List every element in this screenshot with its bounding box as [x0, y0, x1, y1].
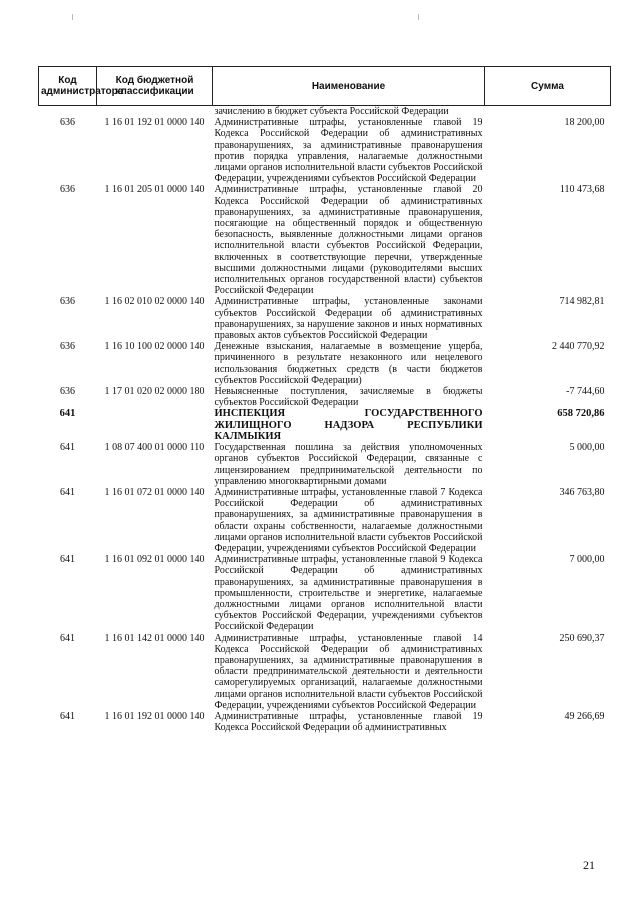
table-row	[39, 117, 611, 184]
sum-cell: 346 763,80	[559, 486, 605, 498]
table-row	[39, 408, 611, 442]
budget-code-cell: 1 08 07 400 01 0000 110	[104, 442, 205, 454]
name-cell: Административные штрафы, установленные главой 7 Кодекса Российской Федерации об административных правонарушениях, за административные правонарушения в области охраны собственности, налагаемые должностными лицами органов исполнительной власти субъектов Российской Федерации, учреждениями субъектов Российской Федерации	[214, 486, 483, 554]
name-cell: Административные штрафы, установленные главой 20 Кодекса Российской Федерации об административных правонарушениях, за административные правонарушения, посягающие на общественный порядок и общественную безопасность, выявленные должностными лицами органов исполнительной власти субъектов Российской Федерации, включенных в соответствующие перечни, утвержденные высшими должностными лицами (руководителями высших исполнительных органов государственной власти) субъектов Российской Федерации	[214, 184, 483, 297]
sum-cell: 5 000,00	[569, 442, 605, 454]
sum-cell: 250 690,37	[559, 632, 605, 644]
admin-code-cell: 641	[60, 486, 75, 498]
budget-code-cell	[97, 408, 213, 442]
sum-cell: 7 000,00	[569, 554, 605, 566]
revenue-table-page	[38, 66, 610, 733]
budget-code-cell: 1 16 01 142 01 0000 140	[104, 632, 205, 644]
sum-cell: 714 982,81	[559, 296, 605, 308]
header-admin: Код администратора	[39, 67, 97, 106]
sum-cell: 110 473,68	[559, 184, 605, 196]
admin-code-cell: 641	[60, 554, 75, 566]
budget-code-cell: 1 16 01 072 01 0000 140	[104, 486, 205, 498]
admin-code-cell: 636	[60, 386, 75, 398]
name-cell: Административные штрафы, установленные главой 19 Кодекса Российской Федерации об административных	[214, 710, 483, 734]
budget-code-cell: 1 17 01 020 02 0000 180	[104, 386, 205, 398]
scan-mark	[418, 14, 419, 20]
table-row	[39, 554, 611, 632]
admin-code-cell: 636	[60, 341, 75, 353]
name-cell: Государственная пошлина за действия уполномоченных органов субъектов Российской Федерации, связанные с лицензированием предпринимательской деятельности по управлению многоквартирными домами	[214, 442, 483, 487]
sum-cell: 658 720,86	[557, 408, 605, 420]
budget-code-cell: 1 16 01 092 01 0000 140	[104, 554, 205, 566]
revenue-table	[38, 66, 611, 733]
page-number: 21	[583, 858, 595, 872]
name-cell: Денежные взыскания, налагаемые в возмещение ущерба, причиненного в результате незаконного или нецелевого использования бюджетных средств (в части бюджетов субъектов Российской Федерации)	[214, 341, 483, 386]
admin-code-cell: 641	[59, 408, 76, 420]
continuation-row	[39, 106, 611, 118]
admin-code-cell: 641	[60, 632, 75, 644]
sum-cell: 18 200,00	[564, 117, 605, 129]
name-cell: Административные штрафы, установленные главой 19 Кодекса Российской Федерации об административных правонарушениях, за административные правонарушения против порядка управления, налагаемые должностными лицами органов исполнительной власти субъектов Российской Федерации, учреждениями субъектов Российской Федерации	[214, 117, 483, 185]
table-row	[39, 711, 611, 733]
admin-code-cell: 636	[60, 296, 75, 308]
header-code: Код бюджетной классификации	[97, 67, 213, 106]
name-cell: Административные штрафы, установленные главой 14 Кодекса Российской Федерации об административных правонарушениях, за административные правонарушения в области предпринимательской деятельности и деятельности саморегулируемых организаций, налагаемые должностными лицами органов исполнительной власти субъектов Российской Федерации, учреждениями субъектов Российской Федерации	[214, 632, 483, 711]
sum-cell: -7 744,60	[566, 386, 605, 398]
continuation-text: зачислению в бюджет субъекта Российской Федерации	[214, 106, 449, 117]
budget-code-cell: 1 16 01 192 01 0000 140	[104, 710, 205, 722]
admin-code-cell: 641	[60, 710, 75, 722]
name-cell: Административные штрафы, установленные главой 9 Кодекса Российской Федерации об административных правонарушениях, за административные правонарушения в промышленности, строительстве и энергетике, налагаемые должностными лицами органов исполнительной власти субъектов Российской Федерации, учреждениями субъектов Российской Федерации	[214, 554, 483, 633]
admin-code-cell: 641	[60, 442, 75, 454]
header-name: Наименование	[213, 67, 485, 106]
table-header	[39, 67, 611, 106]
budget-code-cell: 1 16 02 010 02 0000 140	[104, 296, 205, 308]
header-sum: Сумма	[485, 67, 611, 106]
table-row	[39, 633, 611, 711]
name-cell: Административные штрафы, установленные законами субъектов Российской Федерации об административных правонарушениях, за нарушение законов и иных нормативных правовых актов субъектов Российской Федерации	[214, 296, 483, 342]
sum-cell: 49 266,69	[564, 710, 605, 722]
budget-code-cell: 1 16 01 205 01 0000 140	[104, 184, 205, 196]
sum-cell: 2 440 770,92	[552, 341, 605, 353]
table-row	[39, 341, 611, 386]
admin-code-cell: 636	[60, 117, 75, 129]
table-row	[39, 386, 611, 408]
name-cell: ИНСПЕКЦИЯ ГОСУДАРСТВЕННОГО ЖИЛИЩНОГО НАДЗОРА РЕСПУБЛИКИ КАЛМЫКИЯ	[214, 408, 483, 442]
table-row	[39, 487, 611, 554]
scan-mark	[72, 14, 73, 20]
admin-code-cell: 636	[60, 184, 75, 196]
budget-code-cell: 1 16 01 192 01 0000 140	[104, 117, 205, 129]
budget-code-cell: 1 16 10 100 02 0000 140	[104, 341, 205, 353]
name-cell: Невыясненные поступления, зачисляемые в бюджеты субъектов Российской Федерации	[214, 386, 483, 409]
table-row	[39, 442, 611, 487]
table-row	[39, 296, 611, 341]
table-row	[39, 184, 611, 296]
